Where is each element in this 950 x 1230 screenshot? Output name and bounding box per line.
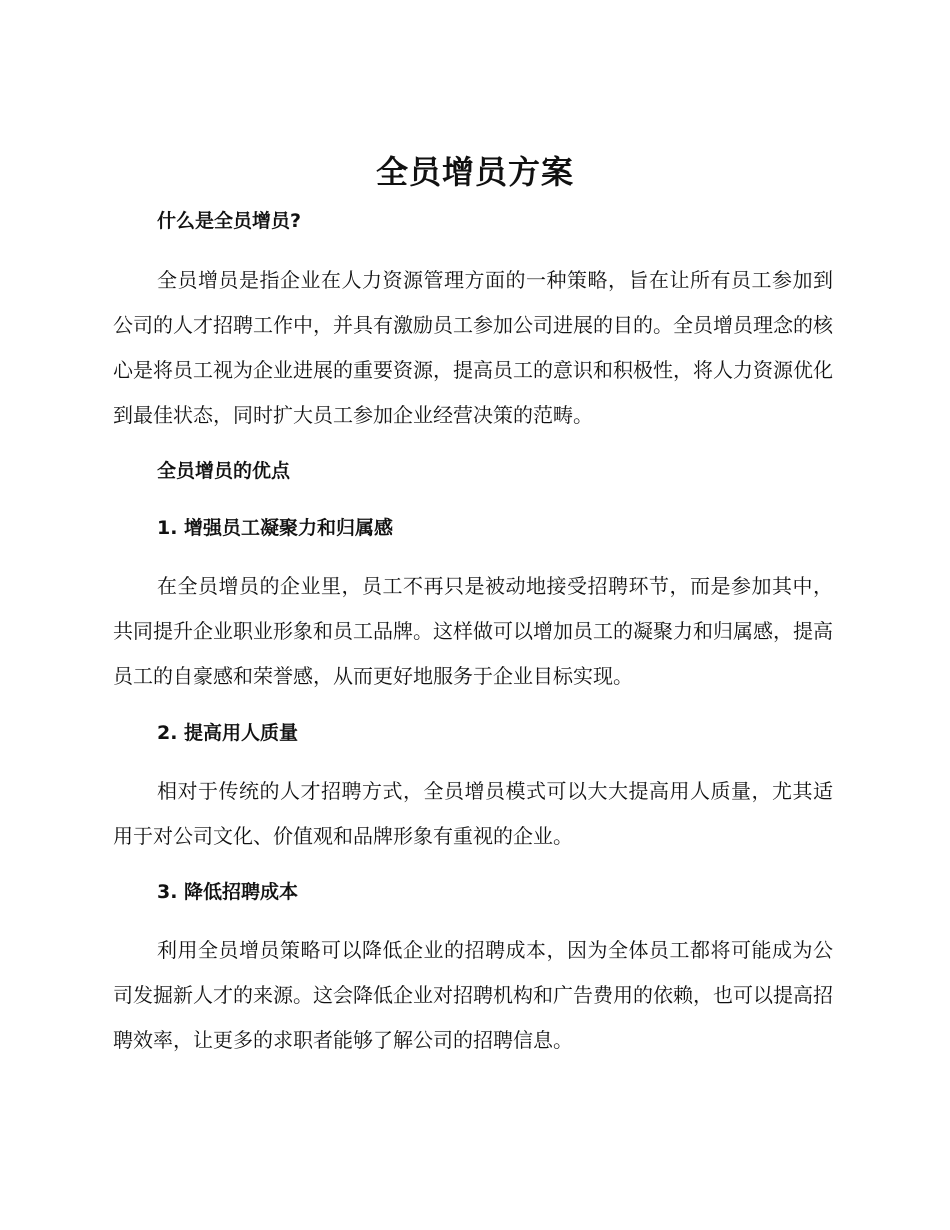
point-heading-2: 2. 提高用人质量: [157, 722, 299, 744]
section-heading-advantages: 全员增员的优点: [157, 460, 291, 482]
document-title: 全员增员方案: [375, 153, 574, 191]
intro-paragraph: 全员增员是指企业在人力资源管理方面的一种策略，旨在让所有员工参加到公司的人才招聘工作中，并具有激励员工参加公司进展的目的。全员增员理念的核心是将员工视为企业进展的重要资源，提高员工的意识和积极性，将人力资源优化到最佳状态，同时扩大员工参加企业经营决策的范畴。: [113, 268, 833, 427]
section-heading-what-is: 什么是全员增员?: [157, 210, 302, 232]
point-paragraph-1: 在全员增员的企业里，员工不再只是被动地接受招聘环节，而是参加其中，共同提升企业职业形象和员工品牌。这样做可以增加员工的凝聚力和归属感，提高员工的自豪感和荣誉感，从而更好地服务于企业目标实现。: [113, 574, 833, 688]
point-paragraph-3: 利用全员增员策略可以降低企业的招聘成本，因为全体员工都将可能成为公司发掘新人才的来源。这会降低企业对招聘机构和广告费用的依赖，也可以提高招聘效率，让更多的求职者能够了解公司的招聘信息。: [113, 938, 833, 1052]
point-heading-3: 3. 降低招聘成本: [157, 881, 299, 903]
point-heading-1: 1. 增强员工凝聚力和归属感: [157, 517, 394, 539]
point-paragraph-2: 相对于传统的人才招聘方式，全员增员模式可以大大提高用人质量，尤其适用于对公司文化、价值观和品牌形象有重视的企业。: [113, 779, 833, 848]
